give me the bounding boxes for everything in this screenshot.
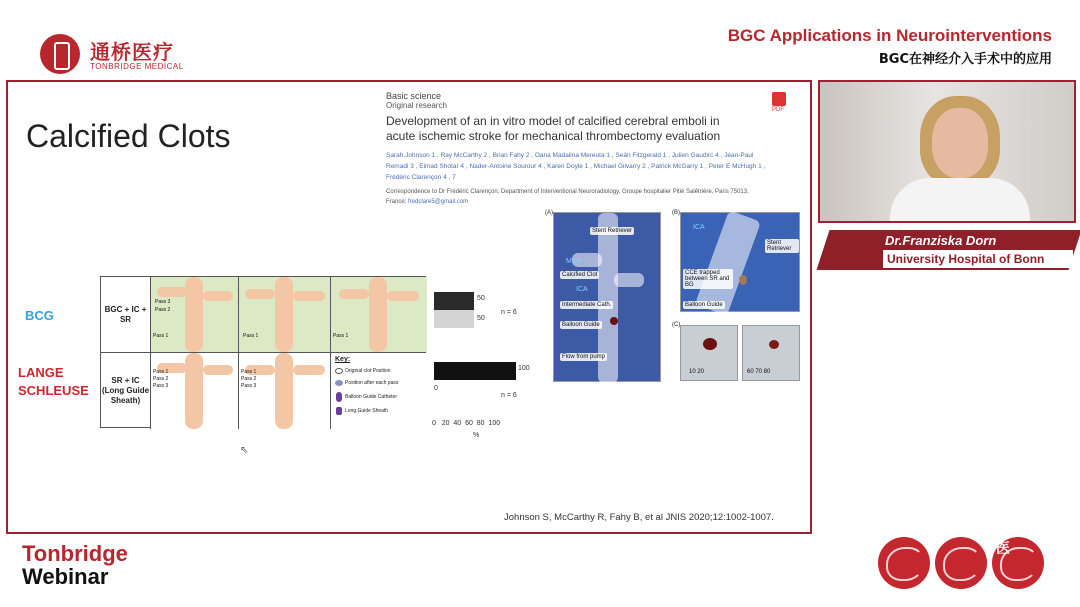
label-stent-retriever-b: Stent Retriever bbox=[765, 239, 799, 253]
vessel-drawing bbox=[203, 291, 233, 301]
mouse-cursor-icon: ⇖ bbox=[240, 445, 249, 456]
bar-bgc-dark bbox=[434, 292, 474, 310]
clot-pass-diagram bbox=[100, 276, 426, 428]
pdf-glyph bbox=[772, 92, 786, 106]
label-balloon-guide: Balloon Guide bbox=[562, 322, 600, 328]
slide-title: Calcified Clots bbox=[26, 118, 231, 154]
paper-excerpt bbox=[386, 91, 798, 207]
paper-correspondence bbox=[386, 187, 766, 207]
diagram-cell bbox=[239, 353, 331, 429]
pass-note: Pass 2 bbox=[153, 376, 169, 382]
correspondence-text: Correspondence to Dr Frédéric Clarençon, Department of Interventional Neuroradiology, Groupe hospitalier Pitié Salêtrière, Paris 75013, France; bbox=[386, 189, 749, 205]
clot-sample bbox=[703, 338, 717, 350]
key-title: Key: bbox=[335, 356, 351, 363]
vessel-drawing bbox=[275, 353, 293, 429]
vessel-drawing bbox=[275, 277, 293, 352]
footer-webinar: Webinar bbox=[22, 564, 109, 589]
pass-note: Pass 2 bbox=[155, 307, 171, 313]
axis-ticks: 0 20 40 60 80 100 bbox=[432, 420, 501, 427]
vessel-drawing bbox=[245, 289, 275, 299]
speaker-video bbox=[818, 80, 1076, 223]
diagram-cell bbox=[331, 277, 427, 352]
position-after-pass-icon bbox=[335, 380, 343, 386]
paper-authors: Sarah Johnson 1 , Ray McCarthy 2 , Brian Fahy 2 , Oana Madalina Mereuta 1 , Seán Fitzgerald 1 , Julien Gaudirc 4 , Jean-Paul Remadi 3 , Eimad Shotar 4 , Nader-Antoine Sourour 4 , Karen Doyle 1 , Michael Gilvarry 2 , Patrick McGarry 1 , Peter E McHugh 1 , Frédéric Clarençon 4 , 7 bbox=[386, 152, 766, 181]
n-label-sr: n = 6 bbox=[501, 392, 517, 399]
label-calcified-clot: Calcified Clot bbox=[562, 272, 598, 278]
catheter-logo-icon bbox=[878, 537, 930, 589]
tonbridge-logo bbox=[40, 34, 190, 74]
bar-value: 50 bbox=[477, 295, 485, 302]
vessel-drawing bbox=[339, 289, 369, 299]
bar-sr bbox=[434, 362, 516, 380]
label-ica: ICA bbox=[576, 286, 588, 293]
key-long-guide-sheath: Long Guide Sheath bbox=[345, 408, 389, 414]
speaker-institution-box bbox=[883, 250, 1073, 268]
label-lange-schleuse: LANGE SCHLEUSE bbox=[18, 365, 89, 398]
balloon-guide-icon bbox=[336, 392, 342, 402]
vessel-drawing bbox=[203, 365, 233, 375]
logo-english-text: TONBRIDGE MEDICAL bbox=[90, 62, 184, 71]
ruler-right: 60 70 80 bbox=[747, 369, 771, 375]
label-flow-from-pump: Flow from pump bbox=[562, 354, 606, 360]
tonbridge-logo-icon bbox=[40, 34, 80, 74]
key-after-pass: Position after each pass bbox=[345, 380, 399, 386]
original-clot-icon bbox=[335, 368, 343, 374]
calcified-clot bbox=[610, 317, 618, 325]
long-guide-sheath-icon bbox=[336, 407, 342, 415]
diagram-key bbox=[331, 353, 427, 429]
vessel-drawing bbox=[293, 365, 325, 375]
axis-unit: % bbox=[473, 432, 480, 439]
ruler-left: 10 20 bbox=[689, 369, 705, 375]
vessel-drawing bbox=[387, 291, 419, 301]
paper-section: Basic science bbox=[386, 91, 442, 101]
paper-title: Development of an in vitro model of calcified cerebral emboli in acute ischemic stroke for mechanical thrombectomy evaluation bbox=[386, 114, 721, 143]
pass-note: Pass 1 bbox=[333, 333, 349, 339]
pass-note: Pass 1 bbox=[241, 369, 257, 375]
bar-value: 50 bbox=[477, 315, 485, 322]
figure-panel-b-label: (B) bbox=[672, 210, 680, 216]
diagram-cell bbox=[239, 277, 331, 352]
vessel-drawing bbox=[293, 291, 325, 301]
key-original-clot: Original clot Position bbox=[345, 368, 391, 374]
citation: Johnson S, McCarthy R, Fahy B, et al JNIS 2020;12:1002-1007. bbox=[504, 512, 774, 523]
label-ica-b: ICA bbox=[693, 224, 705, 231]
calcified-clot bbox=[739, 275, 747, 285]
n-label-bgc: n = 6 bbox=[501, 309, 517, 316]
key-balloon-guide: Balloon Guide Catheter bbox=[345, 394, 397, 400]
pass-note: Pass 1 bbox=[243, 333, 259, 339]
figure-panel-c-label: (C) bbox=[672, 322, 681, 328]
speaker-institution: University Hospital of Bonn bbox=[887, 252, 1045, 266]
label-balloon-guide-b: Balloon Guide bbox=[685, 302, 723, 308]
row-label-sr: SR + IC (Long Guide Sheath) bbox=[101, 353, 151, 429]
vessel-drawing bbox=[369, 277, 387, 352]
webinar-title-chinese: BGC在神经介入手术中的应用 bbox=[878, 52, 1052, 67]
catheter-logo-icon bbox=[935, 537, 987, 589]
bar-value: 100 bbox=[518, 365, 530, 372]
row-label-bgc: BGC + IC + SR bbox=[101, 277, 151, 353]
paper-subsection: Original research bbox=[386, 101, 447, 110]
vessel-drawing bbox=[185, 277, 203, 352]
diagram-cell bbox=[151, 353, 239, 429]
figure-panel-c-left bbox=[680, 325, 738, 381]
speaker-body bbox=[890, 178, 1030, 223]
figure-panel-c-right bbox=[742, 325, 800, 381]
pdf-icon bbox=[772, 92, 788, 114]
speaker-nameplate bbox=[823, 230, 1075, 270]
bar-bgc-light bbox=[434, 310, 474, 328]
figure-panel-a-label: (A) bbox=[545, 210, 553, 216]
bar-value-zero: 0 bbox=[434, 385, 438, 392]
speaker-face bbox=[932, 108, 988, 178]
vessel-drawing bbox=[157, 287, 187, 297]
pass-note: Pass 3 bbox=[155, 299, 171, 305]
pass-note: Pass 2 bbox=[241, 376, 257, 382]
vessel-model bbox=[614, 273, 644, 287]
correspondence-email: fredclare5@gmail.com bbox=[408, 199, 469, 205]
speaker-name: Dr.Franziska Dorn bbox=[885, 233, 997, 248]
medical-badge-text: 医 bbox=[996, 541, 1010, 557]
pass-note: Pass 1 bbox=[153, 333, 169, 339]
pass-note: Pass 3 bbox=[153, 383, 169, 389]
pdf-label: PDF bbox=[772, 107, 784, 113]
label-intermediate-cath: Intermediate Cath. bbox=[562, 302, 612, 308]
figure-panel-b bbox=[680, 212, 800, 312]
vessel-drawing bbox=[185, 353, 203, 429]
label-bcg: BCG bbox=[25, 308, 54, 323]
pass-note: Pass 1 bbox=[153, 369, 169, 375]
logo-chinese-text: 通桥医疗 bbox=[90, 40, 174, 64]
label-mca: MCA bbox=[566, 258, 582, 265]
presentation-slide bbox=[6, 80, 812, 534]
webinar-title: BGC Applications in Neurointerventions bbox=[727, 26, 1052, 45]
label-stent-retriever: Stent Retriever bbox=[592, 228, 633, 234]
pass-note: Pass 3 bbox=[241, 383, 257, 389]
footer-brand: Tonbridge bbox=[22, 541, 128, 566]
clot-sample bbox=[769, 340, 779, 349]
diagram-cell bbox=[151, 277, 239, 352]
figure-panel-a bbox=[553, 212, 661, 382]
label-cce-trapped: CCE trapped between SR and BG bbox=[683, 269, 733, 289]
